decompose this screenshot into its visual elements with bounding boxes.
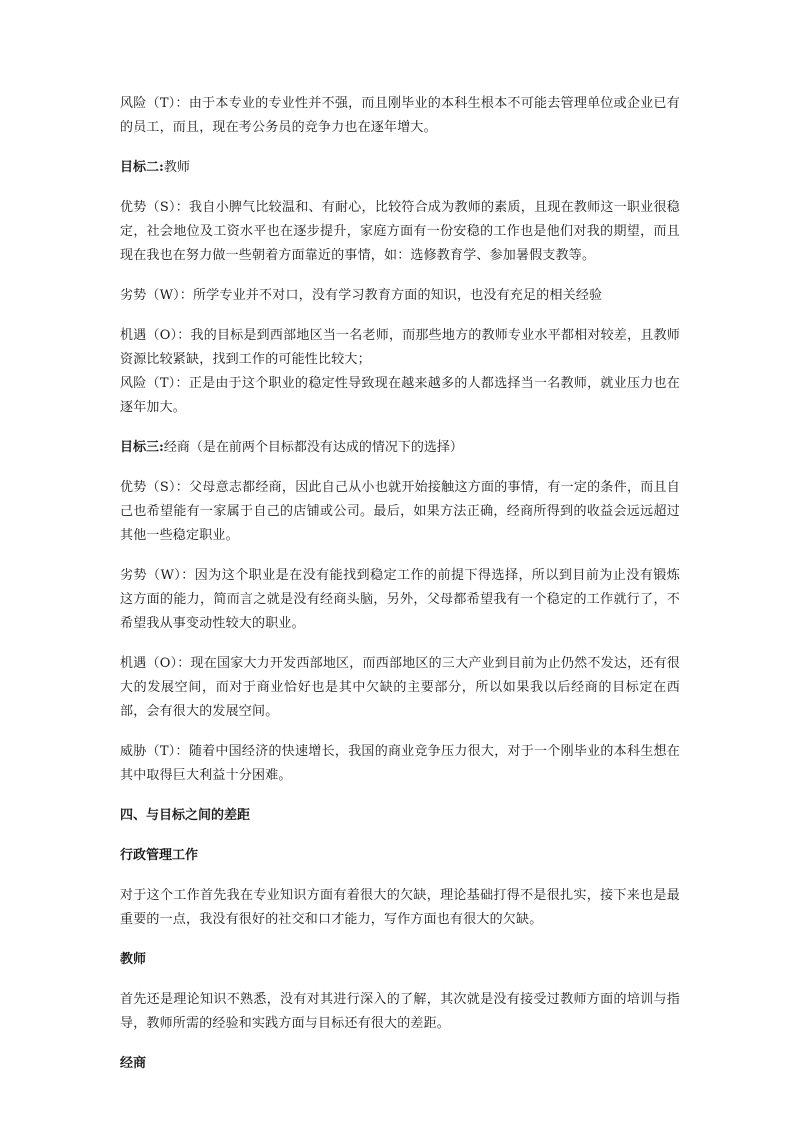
goal2-heading (120, 156, 680, 180)
goal2-text: 教师 (163, 160, 190, 175)
subheading-business: 经商 (120, 1056, 147, 1071)
threat-paragraph-goal3: 威胁（T）：随着中国经济的快速增长，我国的商业竞争压力很大，对于一个刚毕业的本科生想在其中取得巨大利益十分困难。 (120, 744, 680, 783)
goal2-label: 目标二: (120, 160, 164, 175)
goal3-text: 经商（是在前两个目标都没有达成的情况下的选择） (163, 440, 463, 455)
weakness-paragraph-goal2: 劣势（W）：所学专业并不对口，没有学习教育方面的知识，也没有充足的相关经验 (120, 288, 603, 303)
strength-paragraph-goal3: 优势（S）：父母意志都经商，因此自己从小也就开始接触这方面的事情，有一定的条件，而且自己也希望能有一家属于自己的店铺或公司。最后，如果方法正确，经商所得到的收益会远远超过其他一些稳定职业。 (120, 480, 680, 543)
risk-paragraph-goal1: 风险（T）：由于本专业的专业性并不强，而且刚毕业的本科生根本不可能去管理单位或企业已有的员工，而且，现在考公务员的竞争力也在逐年增大。 (120, 96, 680, 135)
strength-paragraph-goal2: 优势（S）：我自小脾气比较温和、有耐心，比较符合成为教师的素质，且现在教师这一职业很稳定，社会地位及工资水平也在逐步提升，家庭方面有一份安稳的工作也是他们对我的期望，而且现在我也在努力做一些朝着方面靠近的事情，如：选修教育学、参加暑假支教等。 (120, 200, 680, 263)
weakness-paragraph-goal3: 劣势（W）：因为这个职业是在没有能找到稳定工作的前提下得选择，所以到目前为止没有锻炼这方面的能力，简而言之就是没有经商头脑，另外，父母都希望我有一个稳定的工作就行了，不希望我从事变动性较大的职业。 (120, 568, 680, 631)
subheading-admin: 行政管理工作 (120, 848, 199, 863)
risk-paragraph-goal2: 风险（T）：正是由于这个职业的稳定性导致现在越来越多的人都选择当一名教师，就业压力也在逐年加大。 (120, 376, 680, 415)
document-page (120, 92, 680, 1076)
opportunity-paragraph-goal2: 机遇（O）：我的目标是到西部地区当一名老师，而那些地方的教师专业水平都相对较差，且教师资源比较紧缺，找到工作的可能性比较大； (120, 328, 680, 367)
opportunity-paragraph-goal3: 机遇（O）：现在国家大力开发西部地区，而西部地区的三大产业到目前为止仍然不发达，还有很大的发展空间，而对于商业恰好也是其中欠缺的主要部分，所以如果我以后经商的目标定在西部，会有很大的发展空间。 (120, 656, 680, 719)
teacher-gap-paragraph: 首先还是理论知识不熟悉，没有对其进行深入的了解，其次就是没有接受过教师方面的培训与指导，教师所需的经验和实践方面与目标还有很大的差距。 (120, 992, 680, 1031)
goal3-heading (120, 436, 680, 460)
goal3-label: 目标三: (120, 440, 164, 455)
admin-gap-paragraph: 对于这个工作首先我在专业知识方面有着很大的欠缺，理论基础打得不是很扎实，接下来也是最重要的一点，我没有很好的社交和口才能力，写作方面也有很大的欠缺。 (120, 888, 680, 927)
section4-heading: 四、与目标之间的差距 (120, 808, 251, 823)
subheading-teacher: 教师 (120, 952, 147, 967)
